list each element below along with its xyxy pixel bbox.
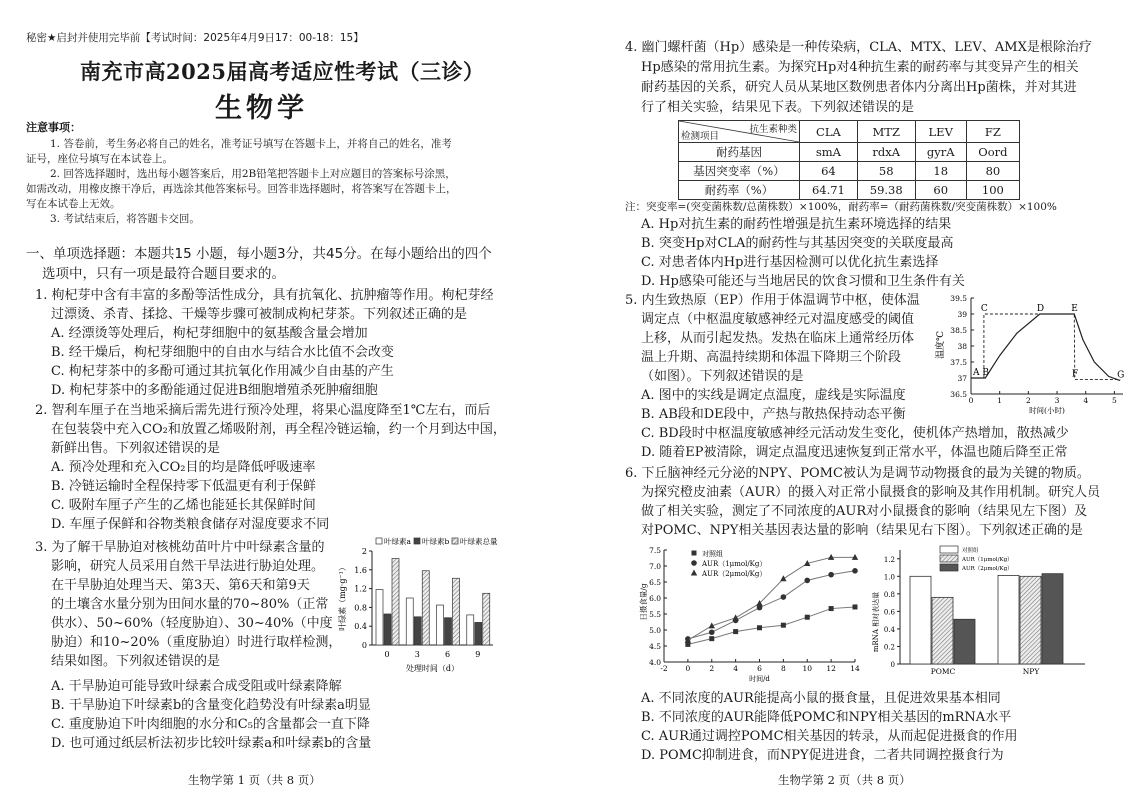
table-cell: rdxA bbox=[857, 143, 915, 162]
question-2 bbox=[35, 401, 506, 534]
point-label: D bbox=[1036, 304, 1045, 314]
text-line: Hp感染的常用抗生素。为探究Hp对4种抗生素的耐药率与其变异产生的相关 bbox=[641, 60, 1079, 75]
y-tick-label: 0.8 bbox=[883, 590, 895, 599]
legend-swatch bbox=[940, 546, 958, 553]
legend-swatch bbox=[940, 564, 958, 571]
text-line: 在干旱胁迫处理当天、第3天、第6天和第9天 bbox=[51, 578, 310, 593]
text-line: 6. 下丘脑神经元分泌的NPY、POMC被认为是调节动物摄食的最为关键的物质。 bbox=[625, 466, 1090, 481]
x-tick-label: POMC bbox=[930, 667, 956, 676]
corner-top-label: 抗生素种类 bbox=[749, 124, 797, 135]
data-point bbox=[709, 636, 714, 641]
data-point bbox=[805, 615, 810, 620]
question-stem bbox=[625, 38, 1092, 118]
x-tick-label: 3 bbox=[414, 650, 420, 659]
legend-swatch bbox=[376, 538, 382, 544]
question-options bbox=[35, 677, 371, 753]
question-1 bbox=[35, 286, 494, 400]
y-tick-label: 37 bbox=[957, 374, 967, 383]
table-cell: 18 bbox=[915, 162, 966, 181]
bar-叶绿素b bbox=[414, 617, 421, 645]
table-cell: Oord bbox=[966, 143, 1019, 162]
x-tick-label: 6 bbox=[757, 664, 762, 673]
x-tick-label: 0 bbox=[384, 650, 390, 659]
notes-title: 注意事项： bbox=[26, 121, 81, 134]
x-tick-label: 0 bbox=[968, 396, 974, 405]
x-tick-label: 4 bbox=[733, 664, 739, 673]
data-point bbox=[757, 625, 762, 630]
data-point bbox=[709, 629, 715, 635]
table-cell: 58 bbox=[857, 162, 915, 181]
y-axis-label: 叶绿素（mg·g⁻¹） bbox=[338, 563, 347, 631]
x-tick-label: 14 bbox=[850, 664, 860, 673]
y-tick-label: 0.4 bbox=[883, 625, 895, 634]
y-tick-label: 37.5 bbox=[950, 358, 967, 367]
text-line: 为探究橙皮油素（AUR）的摄入对正常小鼠摄食的影响及其作用机制。研究人员 bbox=[641, 485, 1101, 500]
text-line: 耐药基因的关系，研究人员从某地区数例患者体内分离出Hp菌株，并对其进 bbox=[641, 80, 1077, 95]
text-line: B. 冷链运输时全程保持零下低温更有利于保鲜 bbox=[51, 479, 316, 494]
question-options bbox=[35, 458, 506, 534]
data-point bbox=[852, 554, 858, 560]
y-tick-label: 0.2 bbox=[883, 643, 895, 652]
x-tick-label: 5 bbox=[1112, 396, 1117, 405]
x-tick-label: 2 bbox=[1025, 396, 1031, 405]
text-line: D. POMC抑制进食，而NPY促进进食，二者共同调控摄食行为 bbox=[641, 748, 1004, 763]
legend-marker bbox=[691, 560, 697, 566]
y-tick-label: 36.5 bbox=[950, 390, 967, 399]
legend-label: AUR（2μmol/Kg） bbox=[702, 570, 767, 578]
y-tick-label: 7.0 bbox=[649, 562, 661, 571]
legend-label: 叶绿素b bbox=[422, 537, 450, 546]
page-footer-1: 生物学第 1 页（共 8 页） bbox=[188, 773, 321, 787]
text-line: 结果如图。下列叙述错误的是 bbox=[51, 654, 221, 669]
legend-marker bbox=[692, 551, 697, 556]
column-header: MTZ bbox=[857, 121, 915, 143]
table-cell: 64.71 bbox=[800, 181, 858, 200]
x-tick-label: -2 bbox=[660, 664, 668, 673]
x-axis-label: 处理时间（d） bbox=[405, 664, 460, 673]
text-line: B. 不同浓度的AUR能降低POMC和NPY相关基因的mRNA水平 bbox=[641, 710, 1012, 725]
table-cell: smA bbox=[800, 143, 858, 162]
legend-label: 叶绿素a bbox=[384, 537, 411, 546]
question-6 bbox=[625, 464, 1100, 540]
actual-temp-line bbox=[984, 314, 1120, 380]
set-point-line bbox=[971, 314, 1120, 381]
text-line: 新鲜出售。下列叙述错误的是 bbox=[51, 441, 221, 456]
table-row bbox=[679, 162, 1020, 181]
y-tick-label: 1.2 bbox=[354, 584, 367, 594]
legend-marker bbox=[691, 570, 697, 576]
corner-bottom-label: 检测项目 bbox=[681, 131, 720, 142]
text-line: B. 经干燥后，枸杞芽细胞中的自由水与结合水比值不会改变 bbox=[51, 345, 394, 360]
y-tick-label: 1.0 bbox=[883, 573, 895, 582]
y-tick-label: 4.0 bbox=[649, 658, 661, 667]
y-tick-label: 1.2 bbox=[883, 555, 895, 564]
y-tick-label: 6.5 bbox=[649, 578, 661, 587]
text-line: 3. 考试结束后，将答题卡交回。 bbox=[50, 213, 200, 225]
y-tick-label: 0.6 bbox=[883, 608, 895, 617]
resistance-table bbox=[678, 120, 1020, 200]
question-4-options bbox=[625, 215, 965, 291]
bar-POMC bbox=[910, 576, 931, 664]
point-label: E bbox=[1071, 304, 1078, 314]
legend-label: AUR（2μmol/Kg） bbox=[962, 566, 1013, 572]
x-tick-label: 8 bbox=[780, 664, 786, 673]
text-line: A. 不同浓度的AUR能提高小鼠的摄食量，且促进效果基本相同 bbox=[641, 691, 1001, 706]
y-tick-label: 1.6 bbox=[354, 565, 367, 575]
question-6-options bbox=[625, 689, 1018, 765]
text-line: 胁迫）和10~20%（重度胁迫）时进行取样检测， bbox=[51, 635, 342, 650]
bar-叶绿素b bbox=[475, 622, 482, 645]
text-line: 5. 内生致热原（EP）作用于体温调节中枢，使体温 bbox=[625, 293, 920, 308]
text-line: 1. 答卷前，考生务必将自己的姓名，准考证号填写在答题卡上，并将自己的姓名，准考 bbox=[50, 138, 452, 150]
text-line: C. 枸杞芽茶中的多酚可通过其抗氧化作用减少自由基的产生 bbox=[51, 364, 394, 379]
y-tick-label: 6.0 bbox=[649, 594, 661, 603]
chlorophyll-bar-chart bbox=[335, 535, 498, 675]
table-cell: gyrA bbox=[915, 143, 966, 162]
bar-POMC bbox=[932, 597, 953, 664]
text-line: 1. 枸杞芽中含有丰富的多酚等活性成分，具有抗氧化、抗肿瘤等作用。枸杞芽经 bbox=[35, 288, 494, 303]
y-tick-label: 5.0 bbox=[649, 626, 661, 635]
bar-叶绿素a bbox=[406, 598, 413, 645]
table-cell: 60 bbox=[915, 181, 966, 200]
data-point bbox=[829, 606, 834, 611]
point-label: F bbox=[1071, 369, 1079, 380]
x-tick-label: 9 bbox=[475, 650, 481, 659]
text-line: 2. 回答选择题时，选出每小题答案后，用2B铅笔把答题卡上对应题目的答案标号涂黑， bbox=[50, 168, 456, 180]
bar-NPY bbox=[1042, 574, 1063, 664]
text-line: 行了相关实验，结果见下表。下列叙述错误的是 bbox=[641, 100, 915, 115]
question-stem bbox=[35, 286, 494, 324]
x-tick-label: 3 bbox=[1054, 396, 1060, 405]
x-tick-label: 2 bbox=[709, 664, 715, 673]
question-stem bbox=[35, 401, 506, 458]
text-line: 温上升期、高温持续期和体温下降期三个阶段 bbox=[641, 350, 902, 365]
y-tick-label: 38 bbox=[957, 342, 967, 351]
text-line: A. 经漂烫等处理后，枸杞芽细胞中的氨基酸含量会增加 bbox=[51, 326, 368, 341]
question-3 bbox=[35, 538, 371, 753]
text-line: 2. 智利车厘子在当地采摘后需先进行预冷处理，将果心温度降至1℃左右，而后 bbox=[35, 403, 491, 418]
y-tick-label: 39.5 bbox=[950, 294, 967, 303]
text-line: 一、单项选择题：本题共15 小题，每小题3分，共45分。在每小题给出的四个 bbox=[26, 246, 492, 262]
bar-叶绿素总量 bbox=[422, 571, 429, 645]
point-label: G bbox=[1117, 370, 1125, 381]
x-tick-label: 6 bbox=[444, 650, 451, 659]
text-line: 对POMC、NPY相关基因表达量的影响（结果见右下图）。下列叙述正确的是 bbox=[641, 523, 1083, 538]
legend-label: AUR（1μmol/Kg） bbox=[962, 557, 1013, 563]
y-tick-label: 39 bbox=[957, 310, 967, 319]
data-point bbox=[780, 575, 786, 581]
text-line: C. 重度胁迫下叶肉细胞的水分和C₅的含量都会一直下降 bbox=[51, 717, 370, 732]
text-line: C. 对患者体内Hp进行基因检测可以优化抗生素选择 bbox=[641, 255, 939, 270]
confidential-header: 秘密★启封并使用完毕前【考试时间：2025年4月9日17：00-18：15】 bbox=[26, 32, 364, 44]
text-line: D. 也可通过纸层析法初步比较叶绿素a和叶绿素b的含量 bbox=[51, 736, 372, 751]
table-cell: 64 bbox=[800, 162, 858, 181]
column-header: LEV bbox=[915, 121, 966, 143]
row-label: 基因突变率（%） bbox=[679, 162, 800, 181]
question-options bbox=[35, 324, 494, 400]
data-point bbox=[828, 572, 834, 578]
x-tick-label: 10 bbox=[802, 664, 813, 673]
table-note: 注：突变率=(突变菌株数/总菌株数）×100%，耐药率=（耐药菌株数/突变菌株数）×100% bbox=[625, 201, 1057, 213]
text-line: （如图）。下列叙述错误的是 bbox=[641, 369, 804, 384]
data-point bbox=[732, 614, 738, 620]
bar-叶绿素总量 bbox=[392, 559, 399, 645]
column-header: CLA bbox=[800, 121, 858, 143]
data-point bbox=[804, 578, 810, 584]
legend-label: 叶绿素总量 bbox=[460, 537, 498, 546]
bar-叶绿素b bbox=[384, 614, 391, 645]
text-line: 选项中，只有一项是最符合题目要求的。 bbox=[42, 266, 285, 282]
text-line: 过漂烫、杀青、揉捻、干燥等步骤可被制成枸杞芽茶。下列叙述正确的是 bbox=[51, 307, 468, 322]
legend-label: AUR（1μmol/Kg） bbox=[702, 560, 767, 568]
data-point bbox=[781, 623, 786, 628]
y-tick-label: 0 bbox=[890, 661, 895, 669]
subject-title: 生物学 bbox=[215, 93, 308, 124]
text-line: 4. 幽门螺杆菌（Hp）感染是一种传染病，CLA、MTX、LEV、AMX是根除治疗 bbox=[625, 40, 1092, 55]
text-line: 影响，研究人员采用自然干旱法进行胁迫处理。 bbox=[51, 559, 325, 574]
row-label: 耐药率（%） bbox=[679, 181, 800, 200]
row-label: 耐药基因 bbox=[679, 143, 800, 162]
text-line: D. 随着EP被清除，调定点温度迅速恢复到正常水平，体温也随后降至正常 bbox=[641, 445, 1068, 460]
y-axis-label: 温度℃ bbox=[936, 330, 946, 360]
page-footer-2: 生物学第 2 页（共 8 页） bbox=[778, 773, 911, 787]
y-axis-label: 日摄食量/g bbox=[639, 583, 648, 621]
bar-叶绿素b bbox=[445, 618, 452, 645]
exam-title: 南充市高2025届高考适应性考试（三诊） bbox=[80, 59, 485, 84]
legend-swatch bbox=[414, 538, 420, 544]
text-line: C. AUR通过调控POMC相关基因的转录，从而起促进摄食的作用 bbox=[641, 729, 1018, 744]
point-label: C bbox=[980, 304, 988, 314]
text-line: D. 车厘子保鲜和谷物类粮食储存对湿度要求不同 bbox=[51, 517, 330, 532]
x-tick-label: 12 bbox=[826, 664, 836, 673]
point-label: B bbox=[982, 368, 989, 378]
bar-NPY bbox=[998, 575, 1019, 664]
food-intake-line-chart bbox=[640, 542, 865, 684]
table-cell: 100 bbox=[966, 181, 1019, 200]
text-line: A. Hp对抗生素的耐药性增强是抗生素环境选择的结果 bbox=[641, 217, 952, 232]
text-line: 做了相关实验，测定了不同浓度的AUR对小鼠摄食的影响（结果见左下图）及 bbox=[641, 504, 1088, 519]
text-line: 调定点（中枢温度敏感神经元对温度感受的阈值 bbox=[641, 312, 915, 327]
table-cell: 59.38 bbox=[857, 181, 915, 200]
bar-叶绿素总量 bbox=[483, 593, 490, 645]
y-tick-label: 38.5 bbox=[950, 326, 967, 335]
table-cell: 80 bbox=[966, 162, 1019, 181]
text-line: B. 干旱胁迫下叶绿素b的含量变化趋势没有叶绿素a明显 bbox=[51, 698, 371, 713]
column-header: FZ bbox=[966, 121, 1019, 143]
legend-swatch bbox=[940, 555, 958, 562]
table-row bbox=[679, 181, 1020, 200]
y-tick-label: 0.8 bbox=[354, 603, 367, 613]
text-line: D. 枸杞芽茶中的多酚能通过促进B细胞增殖杀死肿瘤细胞 bbox=[51, 383, 378, 398]
legend-swatch bbox=[452, 538, 458, 544]
bar-NPY bbox=[1020, 576, 1041, 664]
temperature-chart bbox=[935, 290, 1129, 418]
table-row bbox=[679, 143, 1020, 162]
text-line: 的土壤含水量分别为田间水量的70~80%（正常 bbox=[51, 597, 329, 612]
text-line: 证号，座位号填写在本试卷上。 bbox=[26, 153, 173, 165]
text-line: C. BD段时中枢温度敏感神经元活动发生变化，使机体产热增加，散热减少 bbox=[641, 426, 1069, 441]
mrna-bar-chart bbox=[870, 544, 1090, 684]
bar-叶绿素总量 bbox=[453, 578, 460, 645]
bar-叶绿素a bbox=[467, 615, 474, 645]
x-tick-label: 4 bbox=[1083, 396, 1089, 405]
y-tick-label: 4.5 bbox=[649, 642, 661, 651]
text-line: 如需改动，用橡皮擦干净后，再选涂其他答案标号。回答非选择题时，将答案写在答题卡上， bbox=[26, 183, 457, 195]
legend-label: 对照组 bbox=[962, 548, 979, 554]
data-point bbox=[852, 568, 858, 574]
x-tick-label: 0 bbox=[685, 664, 691, 673]
table-header-row bbox=[679, 121, 1020, 143]
x-axis-label: 时间(小时) bbox=[1029, 406, 1065, 415]
data-point bbox=[733, 629, 738, 634]
table-corner-cell bbox=[679, 121, 800, 143]
y-axis-label: mRNA 相对表达量 bbox=[872, 591, 880, 653]
x-axis-label: 时间/d bbox=[749, 675, 770, 683]
data-point bbox=[853, 604, 858, 609]
y-tick-label: 5.5 bbox=[649, 610, 661, 619]
text-line: B. AB段和DE段中，产热与散热保持动态平衡 bbox=[641, 407, 906, 422]
text-line: 写在本试卷上无效。 bbox=[26, 198, 121, 210]
text-line: 供水）、50~60%（轻度胁迫）、30~40%（中度 bbox=[51, 616, 333, 631]
text-line: A. 干旱胁迫可能导致叶绿素合成受阻或叶绿素降解 bbox=[51, 679, 342, 694]
text-line: B. 突变Hp对CLA的耐药性与其基因突变的关联度最高 bbox=[641, 236, 954, 251]
bar-叶绿素a bbox=[437, 605, 444, 645]
point-label: A bbox=[973, 368, 980, 378]
y-tick-label: 7.5 bbox=[649, 546, 661, 555]
y-tick-label: 2 bbox=[361, 547, 367, 556]
question-stem bbox=[625, 464, 1100, 540]
text-line: 3. 为了解干旱胁迫对核桃幼苗叶片中叶绿素含量的 bbox=[35, 540, 325, 555]
series-line-circle bbox=[688, 571, 855, 639]
bar-POMC bbox=[954, 619, 975, 664]
text-line: A. 图中的实线是调定点温度，虚线是实际温度 bbox=[641, 388, 906, 403]
text-line: A. 预冷处理和充入CO₂目的均是降低呼吸速率 bbox=[51, 460, 316, 475]
section-heading bbox=[26, 244, 492, 284]
notes bbox=[26, 137, 457, 227]
x-tick-label: NPY bbox=[1022, 667, 1040, 676]
question-4 bbox=[625, 38, 1092, 118]
text-line: 上移，从而引起发热。发热在临床上通常经历体 bbox=[641, 331, 915, 346]
x-tick-label: 1 bbox=[997, 396, 1003, 405]
legend-label: 对照组 bbox=[702, 550, 723, 558]
y-tick-label: 0 bbox=[361, 641, 367, 650]
text-line: C. 吸附车厘子产生的乙烯也能延长其保鲜时间 bbox=[51, 498, 316, 513]
data-point bbox=[781, 594, 787, 600]
text-line: 在包装袋中充入CO₂和放置乙烯吸附剂，再全程冷链运输，约一个月到达中国， bbox=[51, 422, 506, 437]
data-point bbox=[828, 554, 834, 560]
question-stem bbox=[35, 538, 371, 671]
y-tick-label: 0.4 bbox=[354, 622, 367, 632]
text-line: D. Hp感染可能还与当地居民的饮食习惯和卫生条件有关 bbox=[641, 274, 965, 289]
bar-叶绿素a bbox=[376, 590, 383, 645]
